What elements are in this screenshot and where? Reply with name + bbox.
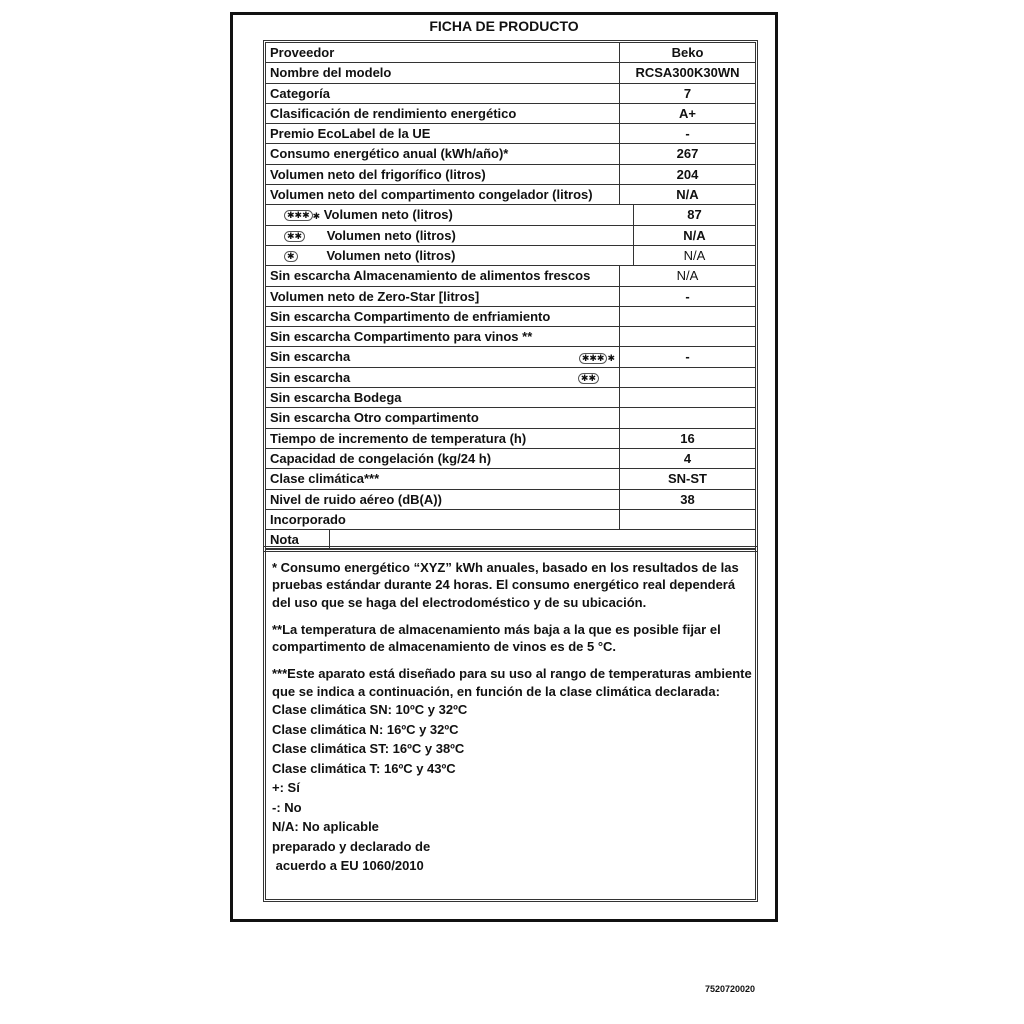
row-value (620, 408, 755, 427)
table-row (266, 469, 755, 489)
row-value: N/A (676, 268, 699, 284)
row-label: Consumo energético anual (kWh/año)* (266, 144, 620, 163)
note-line: +: Sí (272, 780, 300, 796)
table-row (266, 347, 755, 367)
row-label (266, 246, 634, 265)
two-star-icon: ✱✱ (578, 373, 599, 384)
row-value: N/A (683, 227, 706, 243)
table-row (266, 124, 755, 144)
table-row (266, 84, 755, 104)
row-label: Nombre del modelo (266, 63, 620, 82)
table-row (266, 144, 755, 164)
table-row (266, 449, 755, 469)
row-value: 4 (683, 450, 692, 466)
row-label: Incorporado (266, 510, 620, 529)
row-value: N/A (676, 187, 699, 203)
row-label: Premio EcoLabel de la UE (266, 124, 620, 143)
three-star-icon-group (579, 347, 615, 368)
row-value: 267 (676, 146, 699, 162)
row-value: - (685, 349, 690, 365)
row-label: Nivel de ruido aéreo (dB(A)) (266, 490, 620, 509)
table-row (266, 246, 755, 266)
note-line: Clase climática T: 16ºC y 43ºC (272, 760, 456, 776)
note-line: -: No (272, 799, 302, 815)
row-label-text: Volumen neto (litros) (326, 247, 456, 263)
row-value: SN-ST (668, 471, 707, 487)
row-label: Sin escarcha Bodega (266, 388, 620, 407)
table-row (266, 185, 755, 205)
table-row (266, 490, 755, 510)
star-icon: ✱ (607, 353, 615, 364)
one-star-icon: ✱ (284, 251, 298, 262)
row-value (620, 368, 755, 387)
table-row (266, 368, 755, 388)
table-row (266, 63, 755, 83)
row-value: - (685, 126, 690, 142)
page-title: FICHA DE PRODUCTO (429, 18, 579, 34)
product-table (263, 40, 758, 552)
table-row (266, 327, 755, 347)
row-label (266, 226, 634, 245)
two-star-icon: ✱✱ (284, 231, 305, 242)
row-label-text: Volumen neto (litros) (323, 207, 453, 223)
row-value (620, 307, 755, 326)
table-row (266, 307, 755, 327)
row-label: Clasificación de rendimiento energético (266, 104, 620, 123)
row-value (620, 327, 755, 346)
table-row (266, 429, 755, 449)
row-value: A+ (679, 105, 696, 121)
table-row (266, 205, 755, 225)
row-value: 204 (676, 166, 699, 182)
row-label: Sin escarcha Otro compartimento (266, 408, 620, 427)
row-label: Sin escarcha Compartimento para vinos ** (266, 327, 620, 346)
table-row (266, 104, 755, 124)
row-label: Sin escarcha Compartimento de enfriamiento (266, 307, 620, 326)
table-row (266, 43, 755, 63)
two-star-icon-group (578, 368, 599, 387)
table-row (266, 266, 755, 286)
note-line: Clase climática N: 16ºC y 32ºC (272, 721, 459, 737)
table-row (266, 287, 755, 307)
note-line: Clase climática ST: 16ºC y 38ºC (272, 741, 465, 757)
row-value: Beko (671, 45, 704, 60)
table-row (266, 226, 755, 246)
row-label (266, 205, 634, 224)
row-label-text: Volumen neto (litros) (326, 227, 456, 243)
row-label: Clase climática*** (266, 469, 620, 488)
row-value: RCSA300K30WN (635, 65, 740, 81)
three-star-icon: ✱✱✱ (579, 353, 608, 364)
note-line: Clase climática SN: 10ºC y 32ºC (272, 702, 468, 718)
row-label: Tiempo de incremento de temperatura (h) (266, 429, 620, 448)
row-label: Nota (266, 530, 330, 549)
row-label-text: Sin escarcha (270, 369, 351, 385)
row-value: - (685, 288, 690, 304)
row-label: Sin escarcha Almacenamiento de alimentos frescos (266, 266, 620, 285)
table-row (266, 165, 755, 185)
note-line: acuerdo a EU 1060/2010 (272, 858, 424, 874)
row-label: Categoría (266, 84, 620, 103)
row-label: Capacidad de congelación (kg/24 h) (266, 449, 620, 468)
footnotes-box (263, 546, 758, 902)
row-label: Proveedor (266, 43, 620, 62)
row-label: Volumen neto de Zero-Star [litros] (266, 287, 620, 306)
row-label: Volumen neto del compartimento congelador (litros) (266, 185, 620, 204)
row-label (266, 368, 620, 387)
row-value: 38 (680, 491, 695, 507)
row-value: 16 (680, 430, 695, 446)
row-label (266, 347, 620, 366)
row-value (620, 510, 755, 529)
footnote-climate: ***Este aparato está diseñado para su uso al rango de temperaturas ambiente que se indica a continuación, en función de la clase climática declarada: (272, 666, 752, 699)
three-star-icon: ✱✱✱ (284, 210, 313, 221)
table-row (266, 510, 755, 530)
row-label: Volumen neto del frigorífico (litros) (266, 165, 620, 184)
row-value: 7 (683, 85, 692, 101)
star-icon: ✱ (312, 211, 321, 222)
row-value (620, 388, 755, 407)
note-line: preparado y declarado de (272, 838, 431, 854)
footnote-energy: * Consumo energético “XYZ” kWh anuales, basado en los resultados de las pruebas estándar durante 24 horas. El consumo energético real dependerá del uso que se haga del electrodoméstico y de su ubicación. (272, 560, 739, 610)
row-value: 87 (687, 207, 702, 223)
row-label-text: Sin escarcha (270, 349, 351, 365)
footnote-wine: **La temperatura de almacenamiento más baja a la que es posible fijar el compartimento de almacenamiento de vinos es de 5 °C. (272, 621, 721, 655)
row-value: N/A (683, 247, 706, 263)
table-row (266, 388, 755, 408)
document-code: 7520720020 (705, 984, 756, 994)
table-row (266, 408, 755, 428)
note-line: N/A: No aplicable (272, 819, 379, 835)
